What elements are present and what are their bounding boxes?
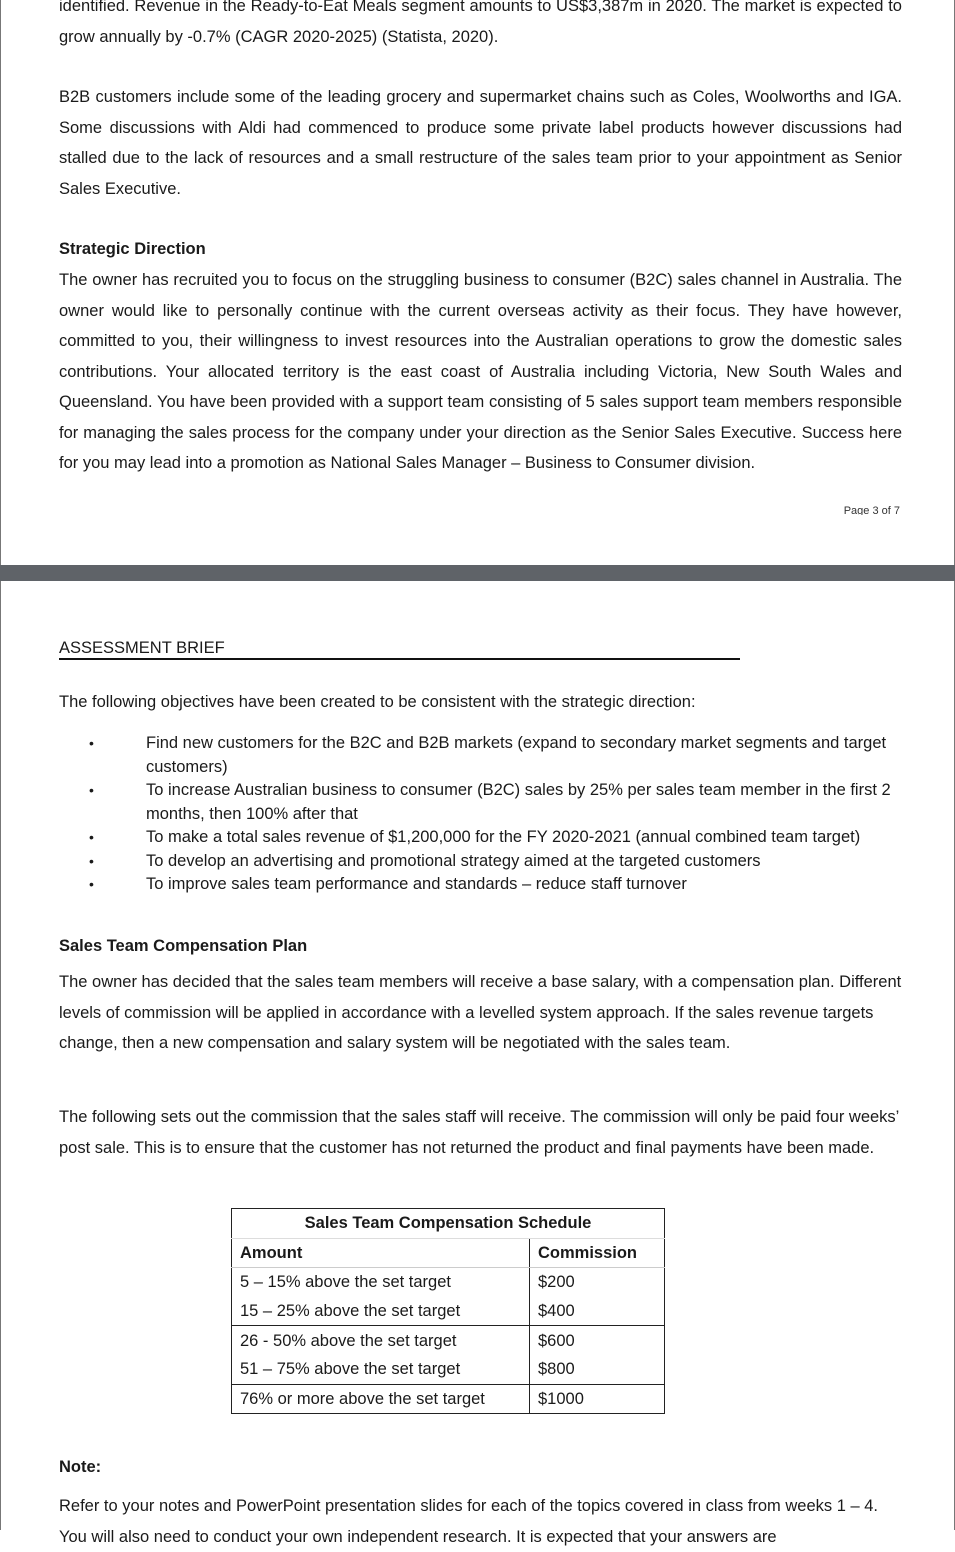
- strategic-direction-paragraph: The owner has recruited you to focus on the struggling business to consumer (B2C) sales channel in Australia. The owner would like to personally continue with the current overseas activity as their focus. They have however, committed to you, their willingness to invest resources into the Australian operations to grow the domestic sales contributions. Your allocated territory is the east coast of Australia including Victoria, New South Wales and Queensland. You have been provided with a support team consisting of 5 sales support team members responsible for managing the sales process for the company under your direction as the Senior Sales Executive. Success here for you may lead into a promotion as National Sales Manager – Business to Consumer division.: [59, 271, 902, 472]
- table-row: [232, 1355, 665, 1384]
- list-item: • Find new customers for the B2C and B2B markets (expand to secondary market segments and target customers): [89, 734, 887, 776]
- document-page-4: [0, 581, 955, 1546]
- b2b-customers-paragraph: B2B customers include some of the leading grocery and supermarket chains such as Coles, Woolworths and IGA. Some discussions with Aldi had commenced to produce some private label products however discussions had stalled due to the lack of resources and a small restructure of the sales team prior to your appointment as Senior Sales Executive.: [59, 88, 902, 198]
- list-item: • To increase Australian business to consumer (B2C) sales by 25% per sales team member in the first 2 months, then 100% after that: [89, 781, 891, 823]
- table-row: [232, 1268, 665, 1297]
- bullet-icon: •: [89, 782, 94, 798]
- bullet-icon: •: [89, 852, 94, 869]
- bullet-icon: •: [89, 735, 94, 751]
- compensation-schedule-table: [231, 1208, 665, 1414]
- bullet-icon: •: [89, 876, 94, 892]
- assessment-brief-header: [59, 638, 740, 660]
- note-heading: Note:: [59, 1458, 102, 1476]
- list-item: • To make a total sales revenue of $1,200,000 for the FY 2020-2021 (annual combined team target): [1, 826, 955, 850]
- amount-cell: 76% or more above the set target: [232, 1384, 530, 1414]
- bullet-icon: •: [89, 829, 94, 845]
- commission-cell: $400: [530, 1297, 665, 1326]
- compensation-paragraph-1: The owner has decided that the sales team members will receive a base salary, with a compensation plan. Different levels of commission will be applied in accordance with a levelled system approach. If the sales revenue targets change, then a new compensation and salary system will be negotiated with the sales team.: [59, 973, 902, 1052]
- commission-cell: $600: [530, 1326, 665, 1355]
- document-page-3: [0, 0, 955, 565]
- column-header-commission: Commission: [530, 1238, 665, 1268]
- commission-cell: $200: [530, 1268, 665, 1297]
- list-item: • To improve sales team performance and standards – reduce staff turnover: [1, 873, 955, 897]
- compensation-paragraph-2: The following sets out the commission that the sales staff will receive. The commission will only be paid four weeks’ post sale. This is to ensure that the customer has not returned the product and final payments have been made.: [59, 1108, 899, 1157]
- amount-cell: 51 – 75% above the set target: [240, 1360, 461, 1379]
- objectives-intro: The following objectives have been created to be consistent with the strategic direction:: [59, 693, 696, 711]
- list-item: • To develop an advertising and promotional strategy aimed at the targeted customers: [1, 850, 955, 874]
- compensation-plan-heading: Sales Team Compensation Plan: [59, 937, 308, 955]
- note-paragraph: Refer to your notes and PowerPoint presentation slides for each of the topics covered in class from weeks 1 – 4. You will also need to conduct your own independent research. It is expected that your answers are: [59, 1497, 879, 1546]
- page-separator: [0, 565, 955, 581]
- objectives-list: [1, 732, 955, 897]
- amount-cell: 26 - 50% above the set target: [232, 1326, 530, 1355]
- commission-cell: $800: [530, 1355, 665, 1384]
- column-header-amount: Amount: [232, 1238, 530, 1268]
- page-number: Page 3 of 7: [843, 505, 900, 515]
- table-row: [232, 1297, 665, 1326]
- table-row: [232, 1326, 665, 1355]
- amount-cell: 15 – 25% above the set target: [240, 1302, 461, 1321]
- amount-cell: 5 – 15% above the set target: [240, 1273, 451, 1292]
- table-row: [232, 1384, 665, 1414]
- intro-paragraph-tail: identified. Revenue in the Ready-to-Eat Meals segment amounts to US$3,387m in 2020. The market is expected to grow annually by -0.7% (CAGR 2020-2025) (Statista, 2020).: [59, 0, 902, 46]
- table-title: Sales Team Compensation Schedule: [232, 1209, 665, 1239]
- strategic-direction-heading: Strategic Direction: [59, 240, 206, 258]
- assessment-brief-label: ASSESSMENT BRIEF: [59, 639, 225, 657]
- commission-cell: $1000: [530, 1384, 665, 1414]
